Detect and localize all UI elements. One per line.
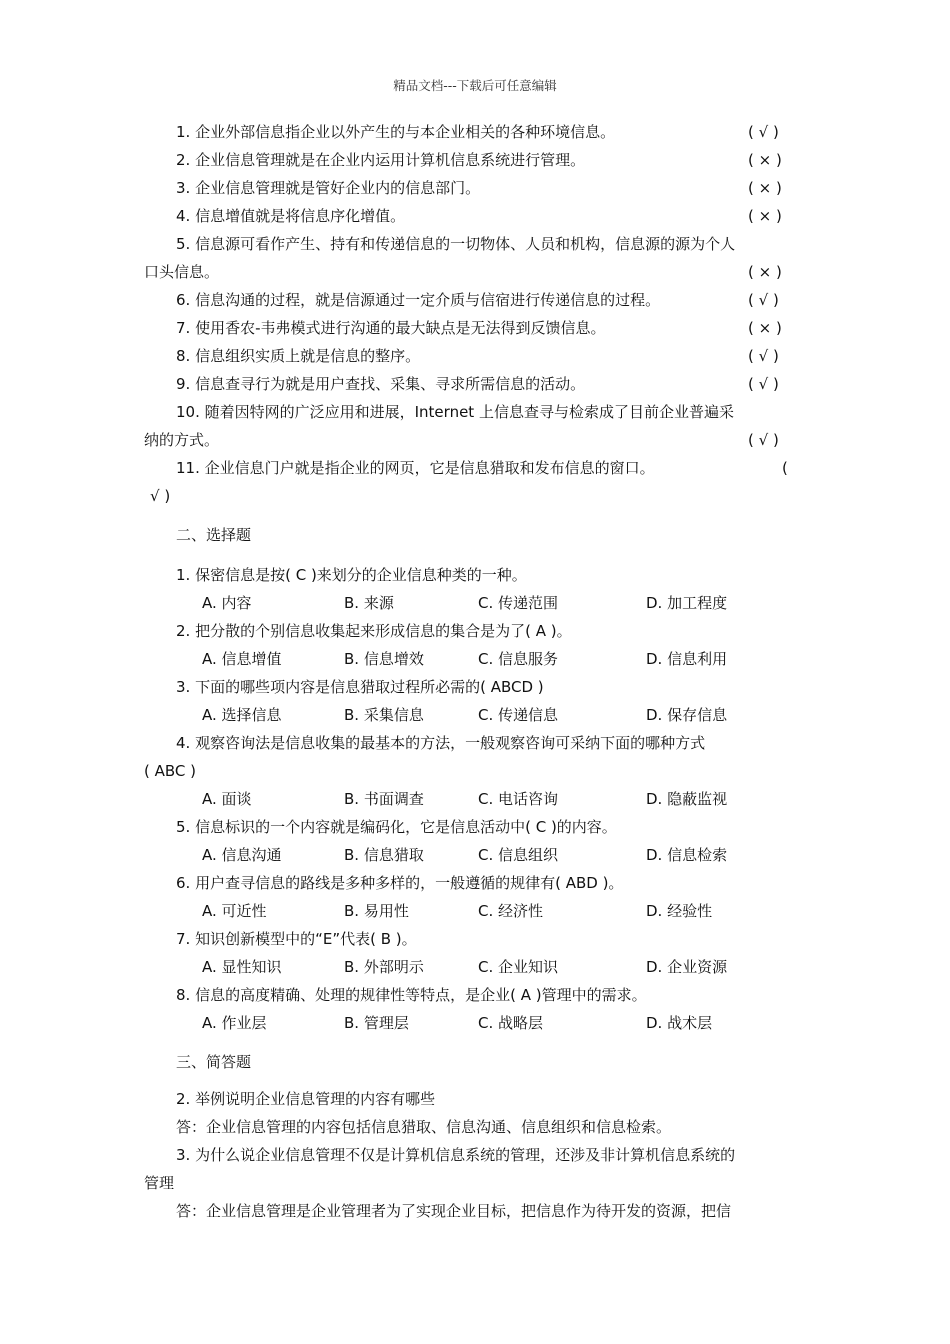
judge-item-7: 7. 使用香农-韦弗模式进行沟通的最大缺点是无法得到反馈信息。 [176, 319, 606, 337]
choice-7-option-c: C. 企业知识 [478, 958, 559, 976]
choice-3-option-a: A. 选择信息 [202, 706, 282, 724]
choice-3-option-d: D. 保存信息 [646, 706, 728, 724]
judge-item-10-cont: 纳的方式。 [144, 431, 220, 449]
judge-mark-3: ( × ) [748, 179, 782, 197]
choice-5-option-a: A. 信息沟通 [202, 846, 282, 864]
choice-1-option-c: C. 传递范围 [478, 594, 559, 612]
judge-mark-2: ( × ) [748, 151, 782, 169]
choice-7-option-a: A. 显性知识 [202, 958, 282, 976]
choice-6-option-a: A. 可近性 [202, 902, 267, 920]
judge-mark-8: ( √ ) [748, 347, 779, 365]
choice-question-4: 4. 观察咨询法是信息收集的最基本的方法，一般观察咨询可采纳下面的哪种方式 [176, 734, 706, 752]
choice-5-option-b: B. 信息猎取 [344, 846, 424, 864]
choice-2-option-c: C. 信息服务 [478, 650, 559, 668]
choice-8-option-b: B. 管理层 [344, 1014, 409, 1032]
short-question-2: 2. 举例说明企业信息管理的内容有哪些 [176, 1090, 436, 1108]
choice-question-2: 2. 把分散的个别信息收集起来形成信息的集合是为了( A )。 [176, 622, 572, 640]
short-question-3: 3. 为什么说企业信息管理不仅是计算机信息系统的管理，还涉及非计算机信息系统的 [176, 1146, 736, 1164]
judge-mark-5: ( × ) [748, 263, 782, 281]
judge-mark-10: ( √ ) [748, 431, 779, 449]
choice-1-option-a: A. 内容 [202, 594, 252, 612]
judge-item-11: 11. 企业信息门户就是指企业的网页，它是信息猎取和发布信息的窗口。 [176, 459, 655, 477]
choice-4-option-d: D. 隐蔽监视 [646, 790, 728, 808]
judge-item-6: 6. 信息沟通的过程，就是信源通过一定介质与信宿进行传递信息的过程。 [176, 291, 661, 309]
choice-3-option-c: C. 传递信息 [478, 706, 559, 724]
judge-mark-7: ( × ) [748, 319, 782, 337]
judge-item-9: 9. 信息查寻行为就是用户查找、采集、寻求所需信息的活动。 [176, 375, 586, 393]
choice-1-option-d: D. 加工程度 [646, 594, 728, 612]
judge-item-5-cont: 口头信息。 [144, 263, 220, 281]
choice-4-option-b: B. 书面调查 [344, 790, 424, 808]
short-question-3-cont: 管理 [144, 1174, 175, 1192]
choice-6-option-d: D. 经验性 [646, 902, 713, 920]
choice-question-1: 1. 保密信息是按( C )来划分的企业信息种类的一种。 [176, 566, 527, 584]
choice-5-option-d: D. 信息检索 [646, 846, 728, 864]
section-title-choice: 二、选择题 [176, 526, 252, 544]
choice-2-option-a: A. 信息增值 [202, 650, 282, 668]
judge-mark-11-open: ( [782, 459, 788, 477]
choice-3-option-b: B. 采集信息 [344, 706, 424, 724]
judge-mark-9: ( √ ) [748, 375, 779, 393]
judge-item-10: 10. 随着因特网的广泛应用和进展，Internet 上信息查寻与检索成了目前企业普遍采 [176, 403, 734, 421]
short-answer-2: 答：企业信息管理的内容包括信息猎取、信息沟通、信息组织和信息检索。 [176, 1118, 672, 1136]
choice-question-7: 7. 知识创新模型中的“E”代表( B )。 [176, 930, 417, 948]
choice-2-option-d: D. 信息利用 [646, 650, 728, 668]
choice-4-option-a: A. 面谈 [202, 790, 252, 808]
choice-5-option-c: C. 信息组织 [478, 846, 559, 864]
choice-8-option-a: A. 作业层 [202, 1014, 267, 1032]
judge-mark-11-cont: √ ) [150, 487, 171, 505]
judge-item-4: 4. 信息增值就是将信息序化增值。 [176, 207, 406, 225]
choice-question-8: 8. 信息的高度精确、处理的规律性等特点，是企业( A )管理中的需求。 [176, 986, 647, 1004]
judge-item-1: 1. 企业外部信息指企业以外产生的与本企业相关的各种环境信息。 [176, 123, 616, 141]
choice-6-option-c: C. 经济性 [478, 902, 544, 920]
judge-item-5: 5. 信息源可看作产生、持有和传递信息的一切物体、人员和机构，信息源的源为个人 [176, 235, 736, 253]
judge-item-8: 8. 信息组织实质上就是信息的整序。 [176, 347, 421, 365]
choice-7-option-b: B. 外部明示 [344, 958, 424, 976]
judge-mark-6: ( √ ) [748, 291, 779, 309]
choice-6-option-b: B. 易用性 [344, 902, 409, 920]
judge-item-2: 2. 企业信息管理就是在企业内运用计算机信息系统进行管理。 [176, 151, 586, 169]
judge-mark-1: ( √ ) [748, 123, 779, 141]
choice-question-6: 6. 用户查寻信息的路线是多种多样的，一般遵循的规律有( ABD )。 [176, 874, 624, 892]
choice-8-option-d: D. 战术层 [646, 1014, 713, 1032]
judge-mark-4: ( × ) [748, 207, 782, 225]
choice-question-5: 5. 信息标识的一个内容就是编码化，它是信息活动中( C )的内容。 [176, 818, 617, 836]
choice-question-3: 3. 下面的哪些项内容是信息猎取过程所必需的( ABCD ) [176, 678, 544, 696]
choice-8-option-c: C. 战略层 [478, 1014, 544, 1032]
choice-1-option-b: B. 来源 [344, 594, 394, 612]
choice-question-4-cont: ( ABC ) [144, 762, 197, 780]
choice-4-option-c: C. 电话咨询 [478, 790, 559, 808]
judge-item-3: 3. 企业信息管理就是管好企业内的信息部门。 [176, 179, 481, 197]
page-header: 精品文档---下载后可任意编辑 [393, 78, 557, 93]
section-title-short-answer: 三、简答题 [176, 1053, 252, 1071]
choice-7-option-d: D. 企业资源 [646, 958, 728, 976]
short-answer-3: 答：企业信息管理是企业管理者为了实现企业目标，把信息作为待开发的资源，把信 [176, 1202, 732, 1220]
choice-2-option-b: B. 信息增效 [344, 650, 424, 668]
